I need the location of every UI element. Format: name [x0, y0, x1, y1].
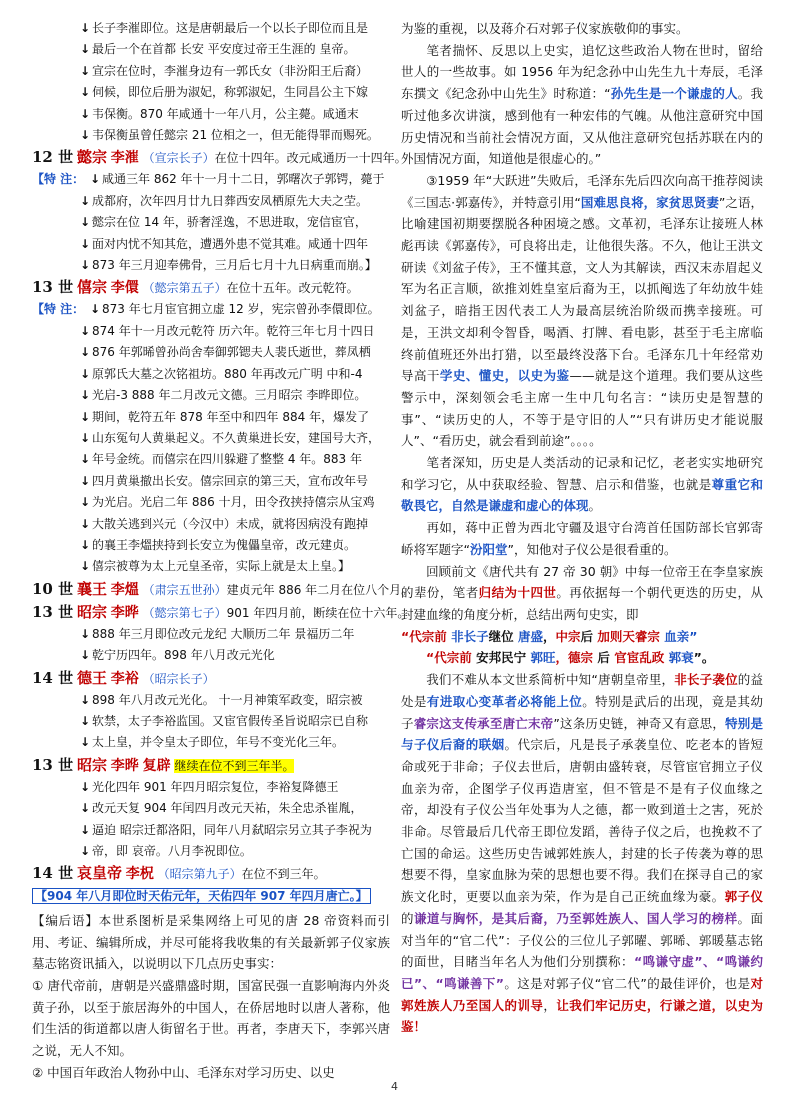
- text-line: [32, 556, 390, 577]
- emperor-title: 昭宗: [76, 755, 107, 774]
- down-arrow-icon: ↓: [79, 409, 91, 424]
- reign-note: 在位不到三年。: [241, 867, 326, 882]
- text-span: 。特别是武后的出现，竟是其幼子: [401, 693, 763, 731]
- text-line: [32, 212, 390, 233]
- lineage-note: （宣宗长子）: [142, 151, 215, 166]
- line-text: 太上皇，并令皇太子即位，年号不变光化三年。: [92, 735, 345, 750]
- emphasis-text: 睿宗这支传承至唐亡末帝: [413, 715, 554, 731]
- text-span: 再如，蒋中正曾为西北守疆及退守台湾首任国防部长官郭寄峤将军题字“: [401, 520, 763, 557]
- down-arrow-icon: ↓: [79, 236, 91, 251]
- lineage-note: （懿宗第七子）: [142, 605, 227, 620]
- generation-heading: [32, 601, 410, 624]
- reign-note: 在位十五年。改元乾符。: [226, 281, 359, 296]
- down-arrow-icon: ↓: [79, 345, 91, 360]
- down-arrow-icon: ↓: [79, 648, 91, 663]
- text-line: [32, 299, 390, 320]
- text-span: 的: [401, 910, 414, 926]
- reign-note: 901 年四月前，断续在位十六年。: [226, 605, 410, 620]
- text-span: ”这条历史链，神奇又有意思，: [553, 715, 726, 731]
- generation-label: 12 世: [32, 148, 74, 167]
- emperor-title: 昭宗: [76, 602, 107, 621]
- emphasis-text: 学史、懂史，以史为鉴: [439, 368, 570, 384]
- lineage-note: （昭宗第九子）: [157, 867, 242, 882]
- line-text: 为光启。光启二年 886 十月，田令孜挟持僖宗从宝鸡: [92, 495, 375, 510]
- text-span: 回顾前文《唐代共有 27 帝 30 朝》中每一位帝王在李皇家族的辈份，笔者: [401, 563, 763, 601]
- text-span: “代宗前: [426, 650, 472, 666]
- text-line: [32, 732, 390, 753]
- paragraph: [401, 170, 763, 452]
- text-span: 。这是对郭子仪“官二代”的最佳评价，也是: [503, 975, 751, 991]
- line-text: 伺候，即位后册为淑妃，称郭淑妃，生同昌公主下嫁: [92, 85, 369, 100]
- text-line: [32, 798, 390, 819]
- text-line: [32, 492, 390, 513]
- text-line: [32, 407, 390, 428]
- generation-heading: [32, 754, 390, 777]
- down-arrow-icon: ↓: [79, 215, 91, 230]
- down-arrow-icon: ↓: [79, 388, 91, 403]
- down-arrow-icon: ↓: [79, 452, 91, 467]
- line-text: 原郭氏大墓之次铭祖坊。880 年再改元广明 中和-4: [92, 366, 363, 381]
- down-arrow-icon: ↓: [79, 63, 91, 78]
- down-arrow-icon: ↓: [79, 559, 91, 574]
- text-line: [32, 191, 390, 212]
- line-text: 长子李漼即位。这是唐朝最后一个以长子即位而且是: [92, 21, 369, 35]
- down-arrow-icon: ↓: [79, 537, 91, 552]
- text-line: [32, 364, 390, 385]
- text-line: [32, 820, 390, 841]
- text-span: 的益处是: [401, 672, 763, 709]
- text-line: [32, 385, 390, 406]
- emphasis-text: 谦道与胸怀，是其后裔，乃至郭姓族人、国人学习的榜样: [413, 910, 738, 926]
- text-span: “代宗前: [401, 628, 447, 644]
- line-text: 的襄王李熅挟持到长安立为傀儡皇帝，改元建贞。: [92, 537, 357, 552]
- line-text: 帝，即 哀帝。八月李祝即位。: [92, 844, 252, 858]
- generation-heading: [32, 667, 390, 690]
- text-span: 加则天睿宗: [597, 628, 660, 644]
- text-span: ，: [542, 628, 556, 644]
- point-two-paragraph: ② 中国百年政治人物孙中山、毛泽东对学习历史、以史: [32, 1064, 335, 1080]
- text-span: 。再依据每一个朝代更迭的历史，从封建血缘的角度分析，总结出两句史实，即: [401, 585, 763, 622]
- text-line: [32, 61, 390, 82]
- text-span: 。面对当年的“官二代”：子仪公的三位儿子郭曜、郭晞、郭暖墓志铭的面世，目睹当年名人为他们分别撰称：: [401, 910, 763, 970]
- down-arrow-icon: ↓: [79, 822, 91, 837]
- text-line: [32, 321, 390, 342]
- down-arrow-icon: ↓: [89, 172, 101, 187]
- line-text: 873 年三月迎奉佛骨，三月后七月十九日病重而崩。】: [92, 258, 377, 273]
- line-text: 逼迫 昭宗迁都洛阳，同年八月弑昭宗另立其子李祝为: [92, 822, 372, 837]
- line-text: 软禁，太子李裕监国。又宦官假传圣旨说昭宗已自称: [92, 713, 369, 728]
- emperor-name: 李晔: [110, 757, 139, 774]
- text-span: 中宗: [555, 628, 581, 644]
- lineage-note: （肃宗五世孙）: [142, 582, 227, 597]
- text-span: ”，知他对子仪公是很看重的。: [507, 541, 677, 557]
- text-line: [32, 449, 390, 470]
- line-text: 懿宗在位 14 年，骄奢淫逸，不思进取，宠信宦官，: [92, 215, 367, 230]
- point-one-paragraph: ① 唐代帝前，唐朝是兴盛鼎盛时期，国富民强一直影响海内外炎黄子孙，以至于旅居海外的中国人，在侨居地时以唐人著称，他们生活的街道都以唐人街留名于世。再者，李唐天下，李郭兴唐之说，无人不知。: [32, 977, 390, 1059]
- text-span: 安邦民宁: [476, 650, 527, 666]
- text-line: [32, 624, 390, 645]
- down-arrow-icon: ↓: [79, 42, 91, 57]
- emperor-title: 德王: [76, 668, 107, 687]
- lineage-note: （懿宗第五子）: [142, 281, 227, 296]
- summary-line-two: [401, 647, 763, 669]
- generation-heading: [32, 276, 390, 299]
- emphasis-text: 孙先生是一个谦虚的人: [610, 86, 738, 102]
- down-arrow-icon: ↓: [79, 801, 91, 816]
- text-line: [32, 514, 390, 535]
- generation-label: 13 世: [32, 278, 74, 297]
- line-text: 大散关逃到兴元（今汉中）未成，就将因病没有跑掉: [92, 516, 369, 531]
- text-line: [32, 82, 390, 103]
- summary-line-one: [401, 626, 763, 648]
- line-text: 成都府，次年四月廿九日葬西安凤栖原先大夫之茔。: [92, 193, 369, 208]
- text-line: [32, 104, 390, 125]
- emphasis-text: 汾阳堂: [469, 541, 508, 557]
- paragraph: [401, 517, 763, 560]
- line-text: 光化四年 901 年四月昭宗复位，李裕复降德王: [92, 779, 339, 794]
- line-text: 宣宗在位时，李漼身边有一郭氏女（非汾阳王后裔）: [92, 63, 369, 78]
- line-text: 面对内忧不知其危，遭遇外患不觉其难。咸通十四年: [92, 236, 369, 251]
- dynasty-end-box: 【904 年八月即位时天佑元年，天佑四年 907 年四月唐亡。】: [32, 888, 371, 904]
- text-span: 。: [588, 498, 602, 514]
- right-column: [401, 18, 763, 1038]
- text-span: ③1959 年“大跃进”失败后，毛泽东先后四次向高干推荐阅读《三国志·郭嘉传》，并特意引用“: [401, 172, 763, 210]
- text-span: 血亲”: [664, 628, 698, 644]
- text-span: ”之语，比喻建国初期要摆脱各种困境之感。文革初，毛泽东让接班人林彪再读《郭嘉传》，可良将出走，让他很失落。不久，他让王洪文研读《刘盆子传》，王不懂其意，文人为其解读，西汉末赤眉起义军为名正言顺，欲推刘姓皇室后裔为王，以抓阄选了年幼放牛娃刘盆子，暗指王因代表工人为最高层统治阶级而携幸接班。可是，王洪文却利令智昏，喝酒、打牌、看电影，甚至于毛主席临终前值班还外出打猎，以至最终没落下台。毛泽东几十年经常劝导高干: [401, 194, 763, 384]
- emphasis-text: “鸣谦守虚”、“鸣谦约已”、“鸣谦善下”: [401, 954, 763, 991]
- paragraph: [401, 669, 763, 1038]
- reign-note: 建贞元年 886 年二月在位八个月。: [226, 582, 414, 597]
- emphasis-text: 特别是与子仪后裔的联姻: [401, 715, 763, 753]
- text-span: ”。: [693, 650, 715, 666]
- generation-heading: [32, 146, 407, 169]
- text-span: 我们不难从本文世系简析中知“唐朝皇帝里，: [426, 672, 675, 688]
- emphasis-text: 尊重它和敬畏它，自然是谦虚和虚心的体现: [401, 476, 763, 514]
- text-line: [32, 39, 390, 60]
- lineage-note: （昭宗长子）: [142, 671, 215, 686]
- emphasis-text: 郭子仪: [724, 889, 763, 905]
- paragraph: [401, 561, 763, 626]
- generation-heading: [32, 578, 414, 601]
- emperor-title: 懿宗: [76, 148, 107, 167]
- text-span: 后: [597, 650, 610, 666]
- emphasis-text: 让我们牢记历史，行谦之道，以史为鉴！: [401, 997, 763, 1035]
- text-line: [32, 841, 390, 862]
- down-arrow-icon: ↓: [79, 128, 91, 143]
- line-text: 僖宗被尊为太上元皇圣帝，实际上就是太上皇。】: [92, 559, 351, 574]
- text-span: 笔者揣怀、反思以上史实，追忆这些政治人物在世时，留给世人的一些故事。如 1956 年为纪念孙中山先生九十寿辰，毛泽东撰文《纪念孙中山先生》时称道：“: [401, 42, 763, 102]
- text-line: [32, 535, 390, 556]
- text-span: ——就是这个道理。我们要从这些警示中，深刻领会毛主席一生中几句名言：“读历史是智慧的事”、“读历史的人，不等于是守旧的人”“只有讲历史才能说服人”、“看历史，就会看到前途”。。。。: [401, 368, 763, 449]
- generation-label: 13 世: [32, 602, 74, 621]
- text-line: [32, 169, 390, 190]
- emperor-name: 李漼: [110, 150, 139, 167]
- down-arrow-icon: ↓: [79, 473, 91, 488]
- line-text: 873 年七月宦官拥立虚 12 岁，宪宗曾孙李儇即位。: [102, 302, 380, 317]
- emperor-name: 李裕: [110, 670, 139, 687]
- generation-label: 13 世: [32, 755, 74, 774]
- emperor-name: 李晔: [110, 604, 139, 621]
- down-arrow-icon: ↓: [79, 779, 91, 794]
- text-span: ，德宗: [555, 650, 593, 666]
- down-arrow-icon: ↓: [79, 323, 91, 338]
- emphasis-text: 非长子袭位: [674, 672, 738, 688]
- text-span: 继位: [488, 628, 514, 644]
- text-line: [32, 711, 390, 732]
- emperor-name: 李柷: [125, 866, 154, 883]
- text-line: [32, 690, 390, 711]
- line-text: 乾宁历四年。898 年八月改元光化: [92, 648, 275, 663]
- generation-heading: [32, 862, 390, 885]
- down-arrow-icon: ↓: [79, 21, 91, 35]
- generation-label: 14 世: [32, 668, 74, 687]
- emphasis-text: 有进取心变革者必将能上位: [426, 693, 583, 709]
- line-text: 898 年八月改元光化。 十一月神策军政变，昭宗被: [92, 692, 363, 707]
- paragraph: [401, 40, 763, 170]
- emperor-title: 僖宗: [76, 278, 107, 297]
- text-line: [32, 255, 390, 276]
- reign-note: 继续在位不到三年半。: [174, 758, 295, 773]
- down-arrow-icon: ↓: [79, 258, 91, 273]
- line-text: 年号金统。而僖宗在四川躲避了整整 4 年。883 年: [92, 452, 362, 467]
- text-line: [32, 234, 390, 255]
- down-arrow-icon: ↓: [79, 85, 91, 100]
- line-text: 四月黄巢撤出长安。僖宗回京的第三天，宣布改年号: [92, 473, 369, 488]
- text-line: [32, 428, 390, 449]
- text-span: 官宦乱政: [614, 650, 665, 666]
- text-line: [32, 777, 390, 798]
- page-number: 4: [391, 1080, 398, 1093]
- paragraph: [401, 452, 763, 517]
- text-span: 后: [580, 628, 594, 644]
- line-text: 888 年三月即位改元龙纪 大顺历二年 景福历二年: [92, 626, 355, 641]
- generation-label: 10 世: [32, 579, 74, 598]
- line-text: 期间，乾符五年 878 年至中和四年 884 年，爆发了: [92, 409, 370, 424]
- emperor-title: 哀皇帝: [76, 864, 122, 883]
- text-line: [32, 886, 390, 907]
- down-arrow-icon: ↓: [79, 626, 91, 641]
- emphasis-text: 国难思良将，家贫思贤妻: [580, 194, 719, 210]
- left-column: [32, 18, 414, 1083]
- emperor-title: 襄王: [76, 579, 107, 598]
- text-span: ，: [543, 997, 557, 1013]
- restoration-label: 复辟: [142, 757, 171, 774]
- text-span: 笔者深知，历史是人类活动的记录和记忆，老老实实地研究和学习它，从中获取经验、智慧、启示和借鉴，也就是: [401, 455, 763, 492]
- down-arrow-icon: ↓: [79, 692, 91, 707]
- line-text: 876 年郭晞曾孙尚舍奉御郭锶夫人裴氏逝世，葬凤栖: [92, 345, 371, 360]
- down-arrow-icon: ↓: [79, 735, 91, 750]
- special-note-label: 【特 注：: [32, 302, 85, 317]
- down-arrow-icon: ↓: [79, 713, 91, 728]
- text-span: 为鉴的重视，以及蒋介石对郭子仪家族敬仰的事实。: [401, 21, 689, 36]
- down-arrow-icon: ↓: [79, 106, 91, 121]
- line-text: 山东冤句人黄巢起义。不久黄巢进长安，建国号大齐，: [92, 430, 381, 445]
- down-arrow-icon: ↓: [89, 302, 101, 317]
- text-span: 非长子: [451, 628, 489, 644]
- generation-label: 14 世: [32, 864, 74, 883]
- text-line: [32, 471, 390, 492]
- down-arrow-icon: ↓: [79, 516, 91, 531]
- reign-note: 在位十四年。改元咸通历一十四年。: [214, 151, 407, 166]
- emphasis-text: 对郭姓族人乃至国人的训导: [401, 975, 764, 1013]
- text-line: [32, 342, 390, 363]
- line-text: 韦保衡虽曾任懿宗 21 位相之一，但无能得罪而赐死。: [92, 128, 379, 143]
- emperor-name: 李儇: [110, 280, 139, 297]
- paragraph: [401, 18, 763, 40]
- emperor-name: 李熅: [110, 581, 139, 598]
- text-line: [32, 18, 390, 39]
- text-span: 郭衰: [668, 650, 694, 666]
- text-span: 。我听过他多次讲演，感到他有一种宏伟的气魄。从他注意研究中国历史情况和当前社会情况方面，又从他注意研究包括苏联在内的外国情况方面，知道他是很虚心的。”: [401, 86, 763, 167]
- down-arrow-icon: ↓: [79, 844, 91, 858]
- text-line: [32, 125, 390, 146]
- down-arrow-icon: ↓: [79, 366, 91, 381]
- line-text: 最后一个在首都 长安 平安度过帝王生涯的 皇帝。: [92, 42, 356, 57]
- special-note-label: 【特 注：: [32, 172, 85, 187]
- text-line: [32, 645, 390, 666]
- line-text: 咸通三年 862 年十一月十二日，郭曙次子郭锷，薨于: [102, 172, 385, 187]
- afterword-paragraph: 【编后语】本世系图析是采集网络上可见的唐 28 帝资料而引用、考证、编辑所成，并尽可能将我收集的有关最新郭子仪家族墓志铭资讯插入，以说明以下几点历史事实：: [32, 912, 390, 972]
- line-text: 874 年十一月改元乾符 历六年。乾符三年七月十四日: [92, 323, 375, 338]
- text-span: 。代宗后，凡是長子承袭皇位、吃老本的皆短命或死于非命；子仪去世后，唐朝由盛转衰，尽管宦官拥立子仪血亲为帝，企图学子仪再造唐室，但不管是不是有子仪血缘之帝，却没有子仪公当年处事为人之德，都一败到道士之害，死於非命。尽管最后几代帝王即位发蹈，善待子仪之后，也挽救不了亡国的命运。这些历史告诫郭姓族人，封建的长子传袭为尊的思想要不得，皇家血脉为荣的思想也要不得。我们在探寻自己的家族文化时，更要以血亲为荣，作为是自己正统血缘为豪。: [401, 737, 763, 905]
- emphasis-text: 归结为十四世: [478, 585, 557, 601]
- line-text: 改元天复 904 年闰四月改元天祐，朱全忠杀崔胤，: [92, 801, 363, 816]
- down-arrow-icon: ↓: [79, 193, 91, 208]
- line-text: 光启-3 888 年二月改元文德。三月昭宗 李晔即位。: [92, 388, 367, 403]
- down-arrow-icon: ↓: [79, 495, 91, 510]
- line-text: 韦保衡。870 年咸通十一年八月，公主薨。咸通末: [92, 106, 359, 121]
- text-span: 唐盛: [517, 628, 543, 644]
- down-arrow-icon: ↓: [79, 430, 91, 445]
- text-span: 郭旺: [530, 650, 556, 666]
